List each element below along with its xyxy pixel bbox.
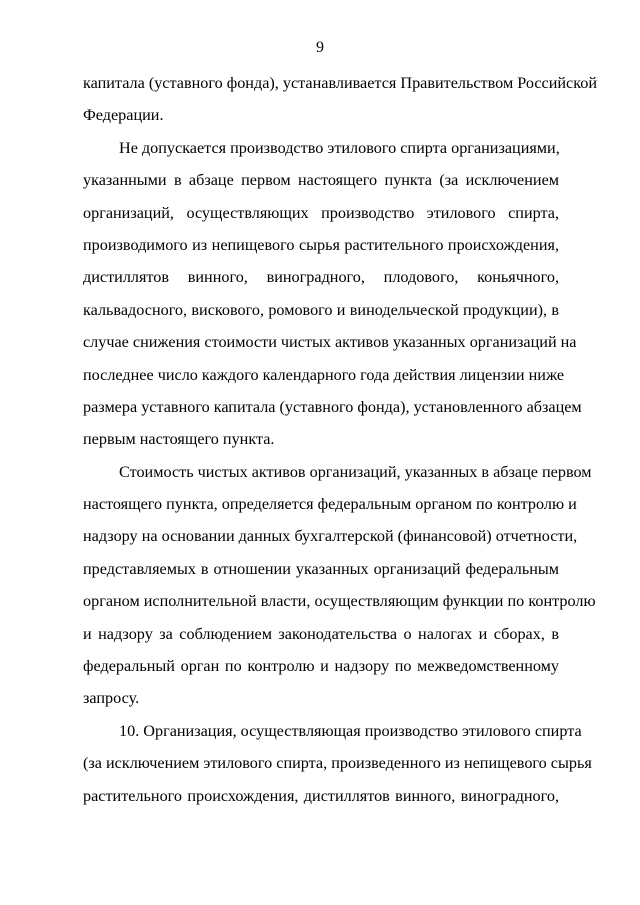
text-line: Стоимость чистых активов организаций, указанных в абзаце первом bbox=[119, 462, 592, 481]
text-line: и надзору за соблюдением законодательства о налогах и сборах, в bbox=[83, 624, 559, 643]
text-line: указанными в абзаце первом настоящего пункта (за исключением bbox=[83, 171, 559, 190]
paragraph bbox=[83, 456, 596, 715]
text-line: случае снижения стоимости чистых активов указанных организаций на bbox=[83, 333, 577, 352]
text-line: первым настоящего пункта. bbox=[83, 430, 275, 449]
text-line: Не допускается производство этилового спирта организациями, bbox=[119, 138, 560, 157]
text-line: дистиллятов винного, виноградного, плодового, коньячного, bbox=[83, 268, 559, 287]
text-line: производимого из непищевого сырья растительного происхождения, bbox=[83, 235, 559, 254]
document-body bbox=[83, 67, 598, 812]
text-line: федеральный орган по контролю и надзору по межведомственному bbox=[83, 657, 559, 676]
paragraph bbox=[83, 67, 598, 132]
text-line: представляемых в отношении указанных организаций федеральным bbox=[83, 559, 559, 578]
text-line: растительного происхождения, дистиллятов винного, виноградного, bbox=[83, 786, 559, 805]
text-line: 10. Организация, осуществляющая производство этилового спирта bbox=[119, 721, 582, 740]
text-line: капитала (уставного фонда), устанавливается Правительством Российской bbox=[83, 74, 598, 92]
paragraph bbox=[83, 132, 582, 456]
text-line: (за исключением этилового спирта, произведенного из непищевого сырья bbox=[83, 754, 592, 773]
text-line: запросу. bbox=[83, 689, 140, 708]
text-line: настоящего пункта, определяется федеральным органом по контролю и bbox=[83, 495, 577, 514]
text-line: органом исполнительной власти, осуществляющим функции по контролю bbox=[83, 592, 596, 611]
text-line: Федерации. bbox=[83, 106, 164, 125]
page-number: 9 bbox=[316, 39, 324, 56]
paragraph bbox=[83, 715, 592, 812]
text-line: надзору на основании данных бухгалтерской (финансовой) отчетности, bbox=[83, 527, 578, 546]
text-line: размера уставного капитала (уставного фонда), установленного абзацем bbox=[83, 397, 582, 416]
text-line: кальвадосного, вискового, ромового и винодельческой продукции), в bbox=[83, 300, 559, 319]
text-line: последнее число каждого календарного года действия лицензии ниже bbox=[83, 365, 565, 384]
text-line: организаций, осуществляющих производство этилового спирта, bbox=[83, 203, 559, 222]
